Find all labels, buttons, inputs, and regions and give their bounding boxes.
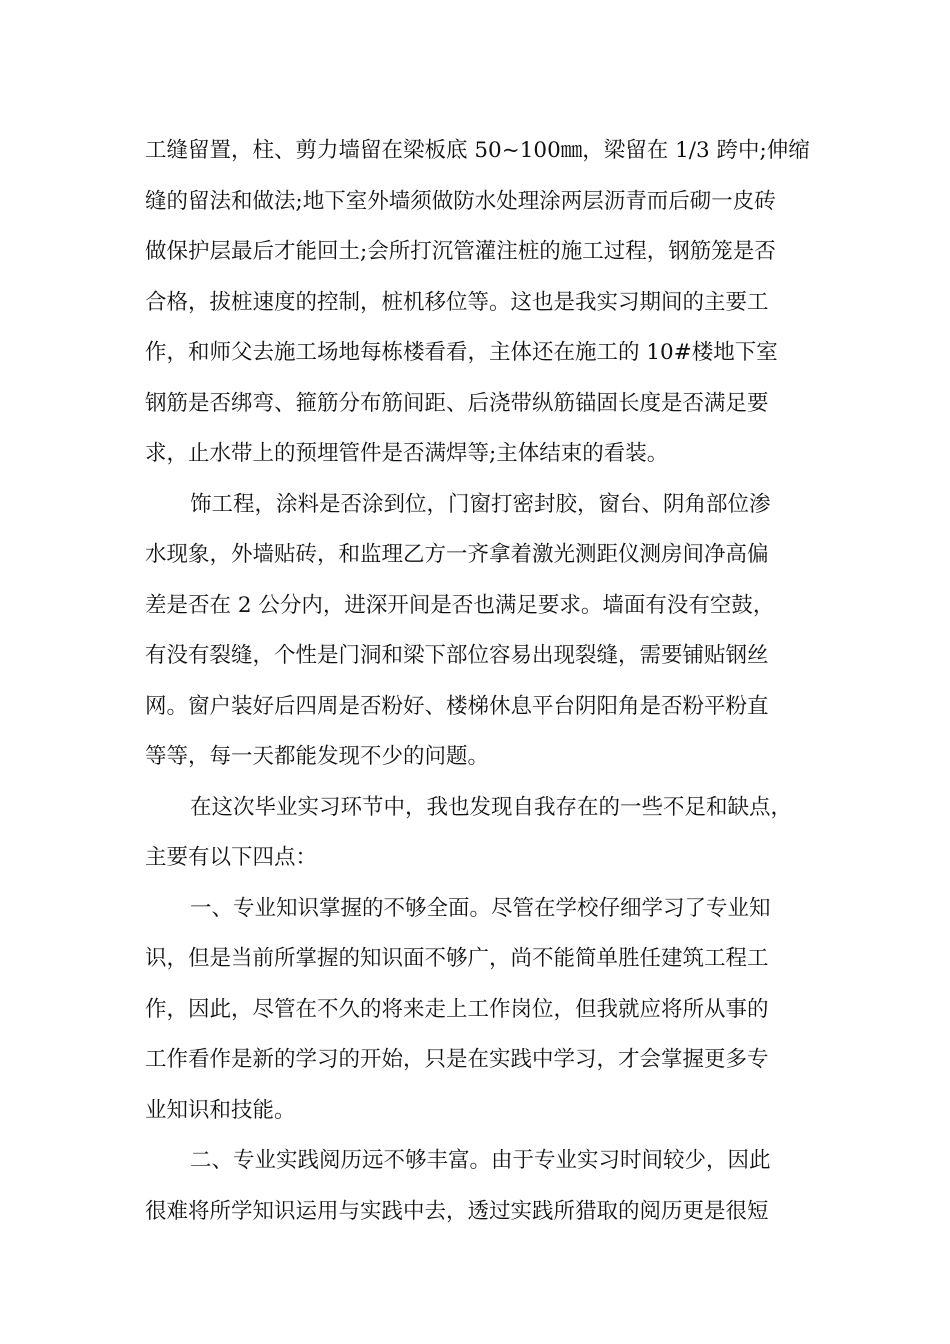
text-line: 做保护层最后才能回土;会所打沉管灌注桩的施工过程，钢筋笼是否 [145,239,776,264]
paragraph-finishing-works [145,480,813,783]
text-line: 主要有以下四点： [145,845,318,870]
text-line: 网。窗户装好后四周是否粉好、楼梯休息平台阴阳角是否粉平粉直 [145,693,769,719]
text-line: 饰工程，涂料是否涂到位，门窗打密封胶，窗台、阴角部位渗 [190,491,771,517]
paragraph-point-one [145,884,813,1137]
text-line: 等等，每一天都能发现不少的问题。 [145,744,490,769]
text-line: 工缝留置，柱、剪力墙留在梁板底 50~100㎜，梁留在 1/3 跨中;伸缩 [145,138,810,163]
paragraph-point-two [145,1136,813,1237]
text-line: 识，但是当前所掌握的知识面不够广，尚不能简单胜任建筑工程工 [145,946,769,971]
text-line: 二、专业实践阅历远不够丰富。由于专业实习时间较少，因此 [190,1148,771,1173]
paragraph-shortcomings-intro [145,783,813,884]
text-line: 有没有裂缝，个性是门洞和梁下部位容易出现裂缝，需要铺贴钢丝 [145,643,769,668]
document-body [145,126,813,1237]
text-line: 作，因此，尽管在不久的将来走上工作岗位，但我就应将所从事的 [145,996,769,1022]
text-line: 一、专业知识掌握的不够全面。尽管在学校仔细学习了专业知 [190,895,771,921]
text-line: 工作看作是新的学习的开始，只是在实践中学习，才会掌握更多专 [145,1047,769,1072]
text-line: 业知识和技能。 [145,1097,296,1123]
paragraph-construction-joints [145,126,813,480]
text-line: 求，止水带上的预埋管件是否满焊等;主体结束的看装。 [145,441,669,466]
text-line: 作，和师父去施工场地每栋楼看看，主体还在施工的 10#楼地下室 [145,340,778,365]
text-line: 在这次毕业实习环节中，我也发现自我存在的一些不足和缺点， [190,794,793,820]
text-line: 差是否在 2 公分内，进深开间是否也满足要求。墙面有没有空鼓， [145,592,775,618]
text-line: 水现象，外墙贴砖，和监理乙方一齐拿着激光测距仪测房间净高偏 [145,542,769,567]
text-line: 合格，拔桩速度的控制，桩机移位等。这也是我实习期间的主要工 [145,289,769,315]
text-line: 钢筋是否绑弯、箍筋分布筋间距、后浇带纵筋锚固长度是否满足要 [145,390,769,416]
text-line: 很难将所学知识运用与实践中去，透过实践所猎取的阅历更是很短 [145,1198,769,1224]
text-line: 缝的留法和做法;地下室外墙须做防水处理涂两层沥青而后砌一皮砖 [145,188,776,214]
